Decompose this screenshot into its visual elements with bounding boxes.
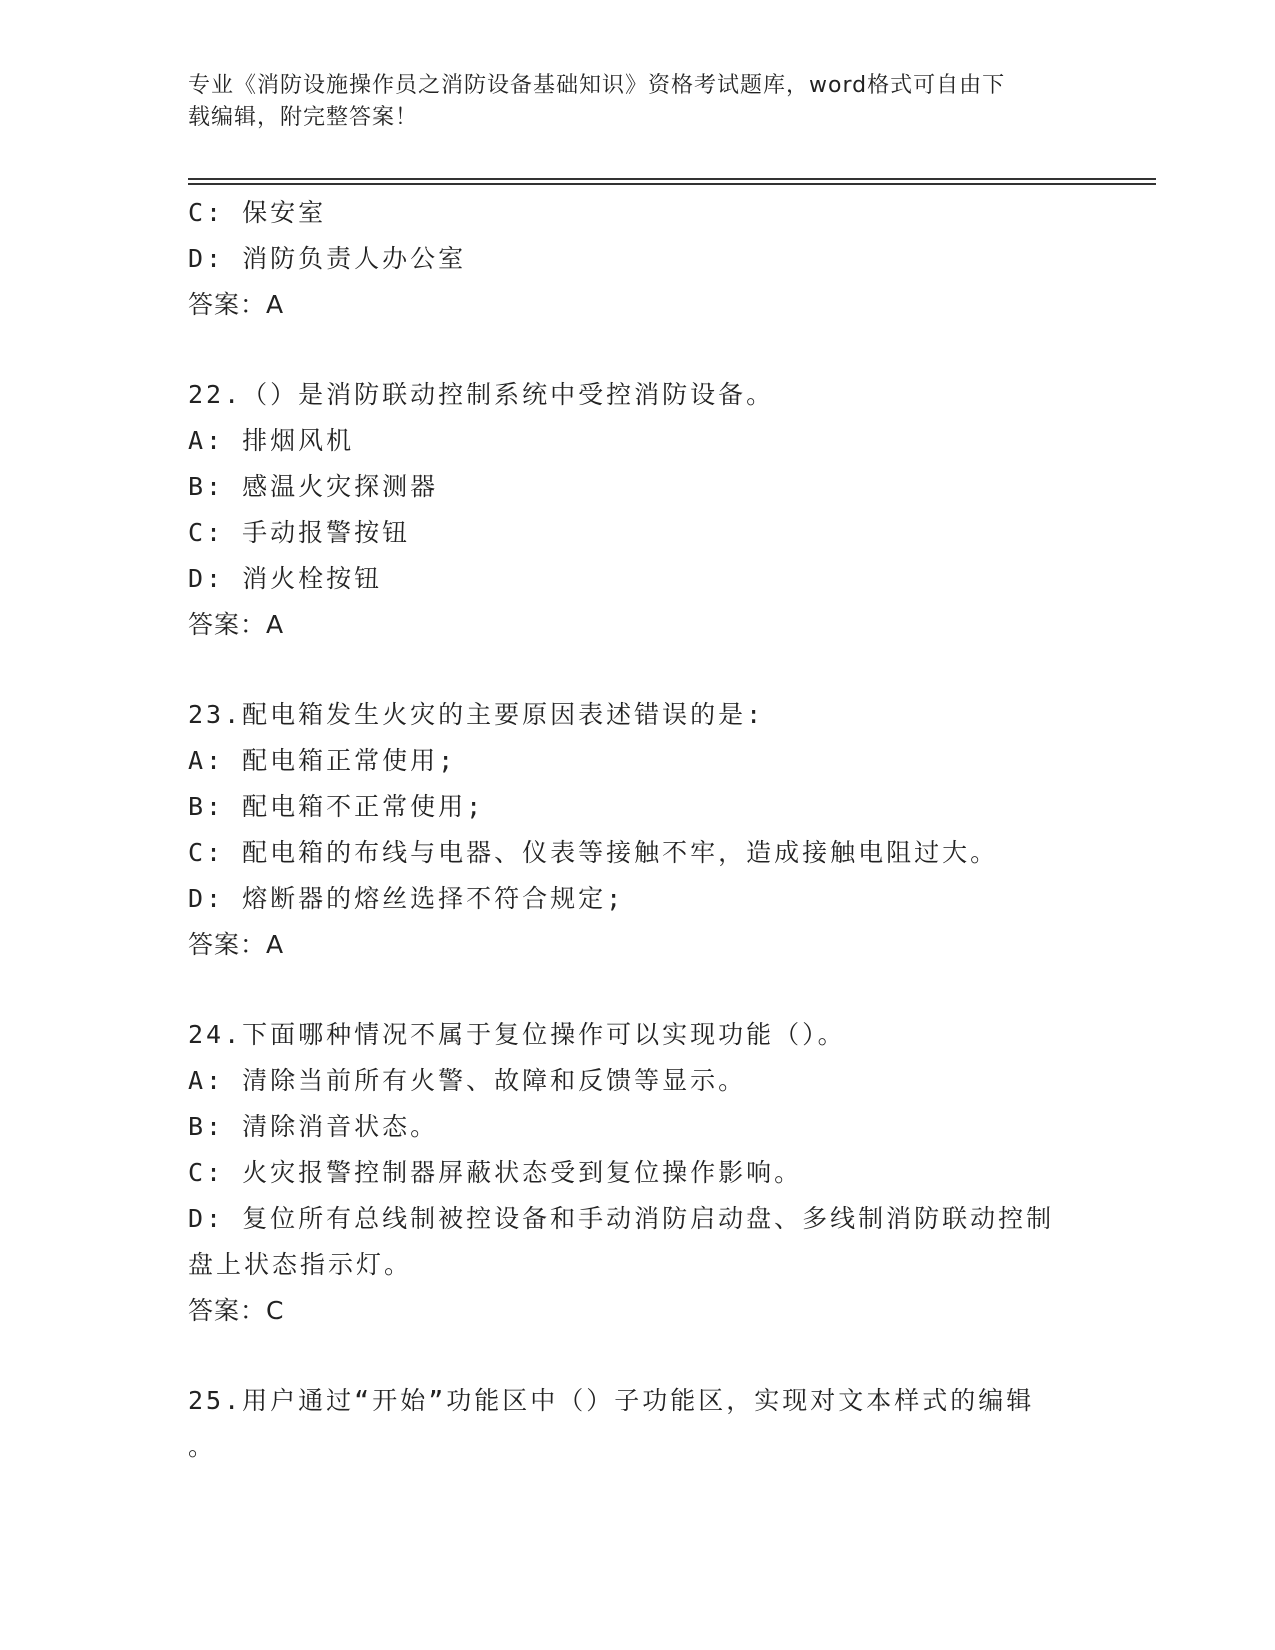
header-divider-bottom [188, 183, 1156, 185]
option-c: C: 火灾报警控制器屏蔽状态受到复位操作影响。 [188, 1158, 803, 1187]
question-stem: 24.下面哪种情况不属于复位操作可以实现功能（）。 [188, 1020, 846, 1049]
option-d: D: 熔断器的熔丝选择不符合规定; [188, 884, 625, 913]
header-line-2: 载编辑，附完整答案！ [188, 105, 419, 130]
answer: 答案：A [188, 290, 285, 319]
question-24 [188, 1012, 1088, 1334]
option-d: D: 复位所有总线制被控设备和手动消防启动盘、多线制消防联动控制 [188, 1204, 1055, 1233]
option-a: A: 排烟风机 [188, 426, 355, 455]
question-list [188, 190, 1088, 1470]
answer: 答案：C [188, 1296, 285, 1325]
question-stem: 22.（）是消防联动控制系统中受控消防设备。 [188, 380, 775, 409]
option-b: B: 清除消音状态。 [188, 1112, 439, 1141]
option-c: C: 保安室 [188, 198, 327, 227]
option-c: C: 配电箱的布线与电器、仪表等接触不牢，造成接触电阻过大。 [188, 838, 999, 867]
answer: 答案：A [188, 930, 285, 959]
option-a: A: 清除当前所有火警、故障和反馈等显示。 [188, 1066, 747, 1095]
option-a: A: 配电箱正常使用; [188, 746, 457, 775]
option-b: B: 感温火灾探测器 [188, 472, 439, 501]
option-b: B: 配电箱不正常使用; [188, 792, 485, 821]
question-stem-continued: 。 [188, 1432, 217, 1461]
option-d: D: 消火栓按钮 [188, 564, 383, 593]
question-stem: 25.用户通过“开始”功能区中（）子功能区，实现对文本样式的编辑 [188, 1386, 1035, 1415]
document-header [188, 70, 1068, 134]
header-divider-top [188, 178, 1156, 180]
option-d: D: 消防负责人办公室 [188, 244, 467, 273]
question-23 [188, 692, 1088, 968]
header-line-1: 专业《消防设施操作员之消防设备基础知识》资格考试题库，word格式可自由下 [188, 73, 1006, 98]
question-22 [188, 372, 1088, 648]
question-stem: 23.配电箱发生火灾的主要原因表述错误的是: [188, 700, 765, 729]
option-d-continued: 盘上状态指示灯。 [188, 1250, 413, 1279]
question-21 [188, 190, 1088, 328]
option-c: C: 手动报警按钮 [188, 518, 411, 547]
answer: 答案：A [188, 610, 285, 639]
question-25 [188, 1378, 1088, 1470]
